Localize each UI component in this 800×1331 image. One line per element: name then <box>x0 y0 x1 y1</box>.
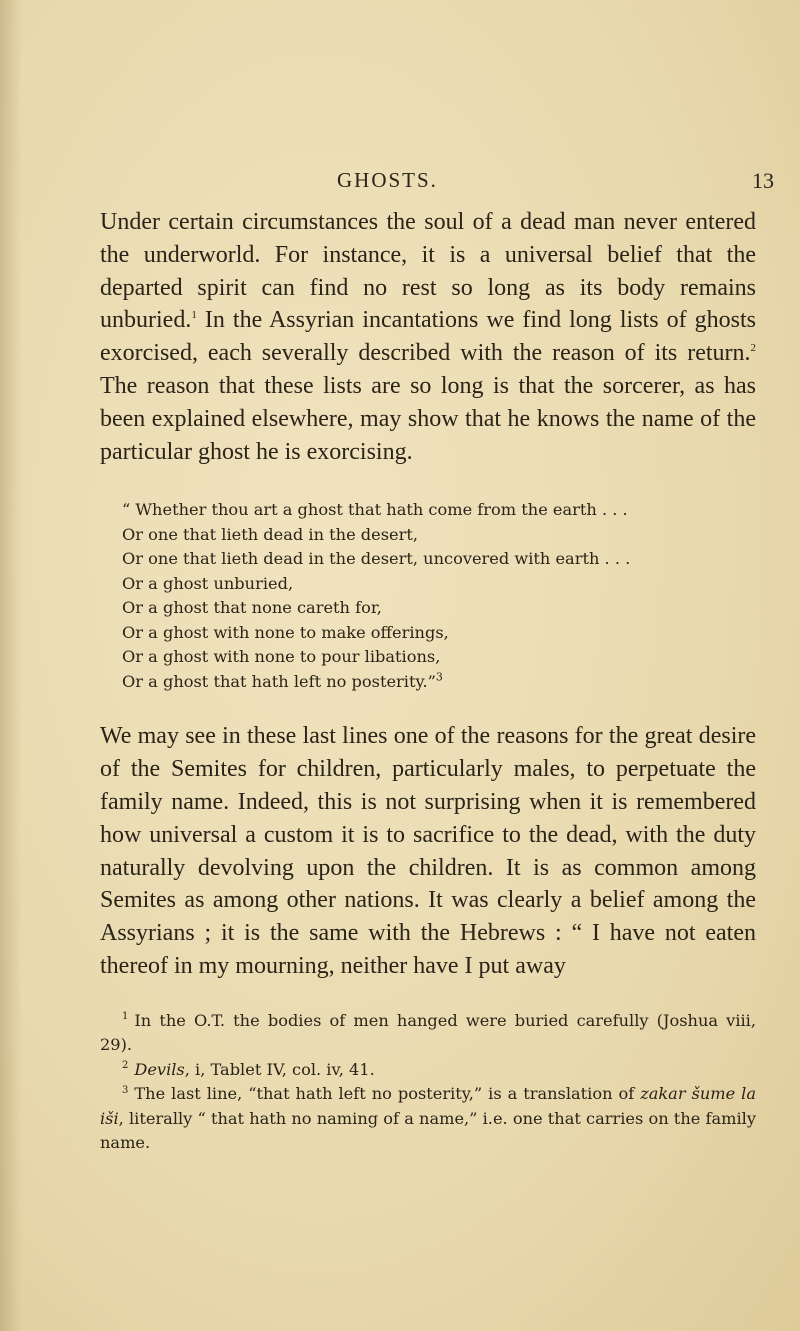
footnote-text: The last line, “that hath left no posterity,” is a translation of <box>134 1084 641 1104</box>
footnote-ref-2: 2 <box>750 342 756 355</box>
footnotes <box>100 1009 756 1156</box>
footnote-ref-1: 1 <box>191 309 197 322</box>
paragraph-1-part-a: Under certain circumstances the soul of a dead man never entered the underworld. For instance, it is a universal belief that the departed spirit can find no rest so long as its body remains unburied. <box>100 209 756 334</box>
footnote-text-end: , literally “ that hath no naming of a name,” i.e. one that carries on the family name. <box>100 1108 756 1153</box>
footnote-text: In the O.T. the bodies of men hanged were buried carefully (Joshua viii, 29). <box>100 1010 756 1055</box>
body-text <box>100 206 756 1156</box>
quote-line: Or a ghost that none careth for, <box>122 598 382 618</box>
quote-line: Or a ghost with none to pour libations, <box>122 647 441 667</box>
page-number: 13 <box>752 168 774 193</box>
quote-line <box>122 670 756 695</box>
running-head: GHOSTS. <box>337 168 438 192</box>
footnote-3 <box>100 1082 756 1156</box>
footnote-2 <box>100 1058 756 1083</box>
footnote-1 <box>100 1009 756 1058</box>
quote-last-line: Or a ghost that hath left no posterity.” <box>122 671 436 691</box>
incantation-quote <box>122 498 756 694</box>
footnote-ref-3: 3 <box>435 670 443 684</box>
quote-line: Or one that lieth dead in the desert, uncovered with earth . . . <box>122 549 631 569</box>
quote-line: Or one that lieth dead in the desert, <box>122 524 419 544</box>
footnote-italic-title: Devils <box>134 1059 185 1079</box>
quote-line: Or a ghost unburied, <box>122 573 294 593</box>
quote-line: “ Whether thou art a ghost that hath come from the earth . . . <box>122 500 628 520</box>
paragraph-1-part-c: The reason that these lists are so long is that the sorcerer, as has been explained elsewhere, may show that he knows the name of the particular ghost he is exorcising. <box>100 372 756 465</box>
footnote-text: , i, Tablet IV, col. iv, 41. <box>184 1059 375 1079</box>
footnote-italic-term: zakar šume la iši <box>100 1084 756 1128</box>
paragraph-1 <box>100 206 756 468</box>
page-edge-shadow <box>0 0 22 1331</box>
footnote-number: 1 <box>122 1011 129 1023</box>
page-header <box>0 168 800 198</box>
quote-line: Or a ghost with none to make offerings, <box>122 622 449 642</box>
footnote-number: 3 <box>122 1084 129 1096</box>
footnote-number: 2 <box>122 1060 129 1072</box>
paragraph-1-part-b: In the Assyrian incantations we find long lists of ghosts exorcised, each severally described with the reason of its return. <box>100 307 756 367</box>
paragraph-2: We may see in these last lines one of the reasons for the great desire of the Semites for children, particularly males, to perpetuate the family name. Indeed, this is not surprising when it is remembered how universal a custom it is to sacrifice to the dead, with the duty naturally devolving upon the children. It is as common among Semites as among other nations. It was clearly a belief among the Assyrians ; it is the same with the Hebrews : “ I have not eaten thereof in my mourning, neither have I put away <box>100 723 756 979</box>
